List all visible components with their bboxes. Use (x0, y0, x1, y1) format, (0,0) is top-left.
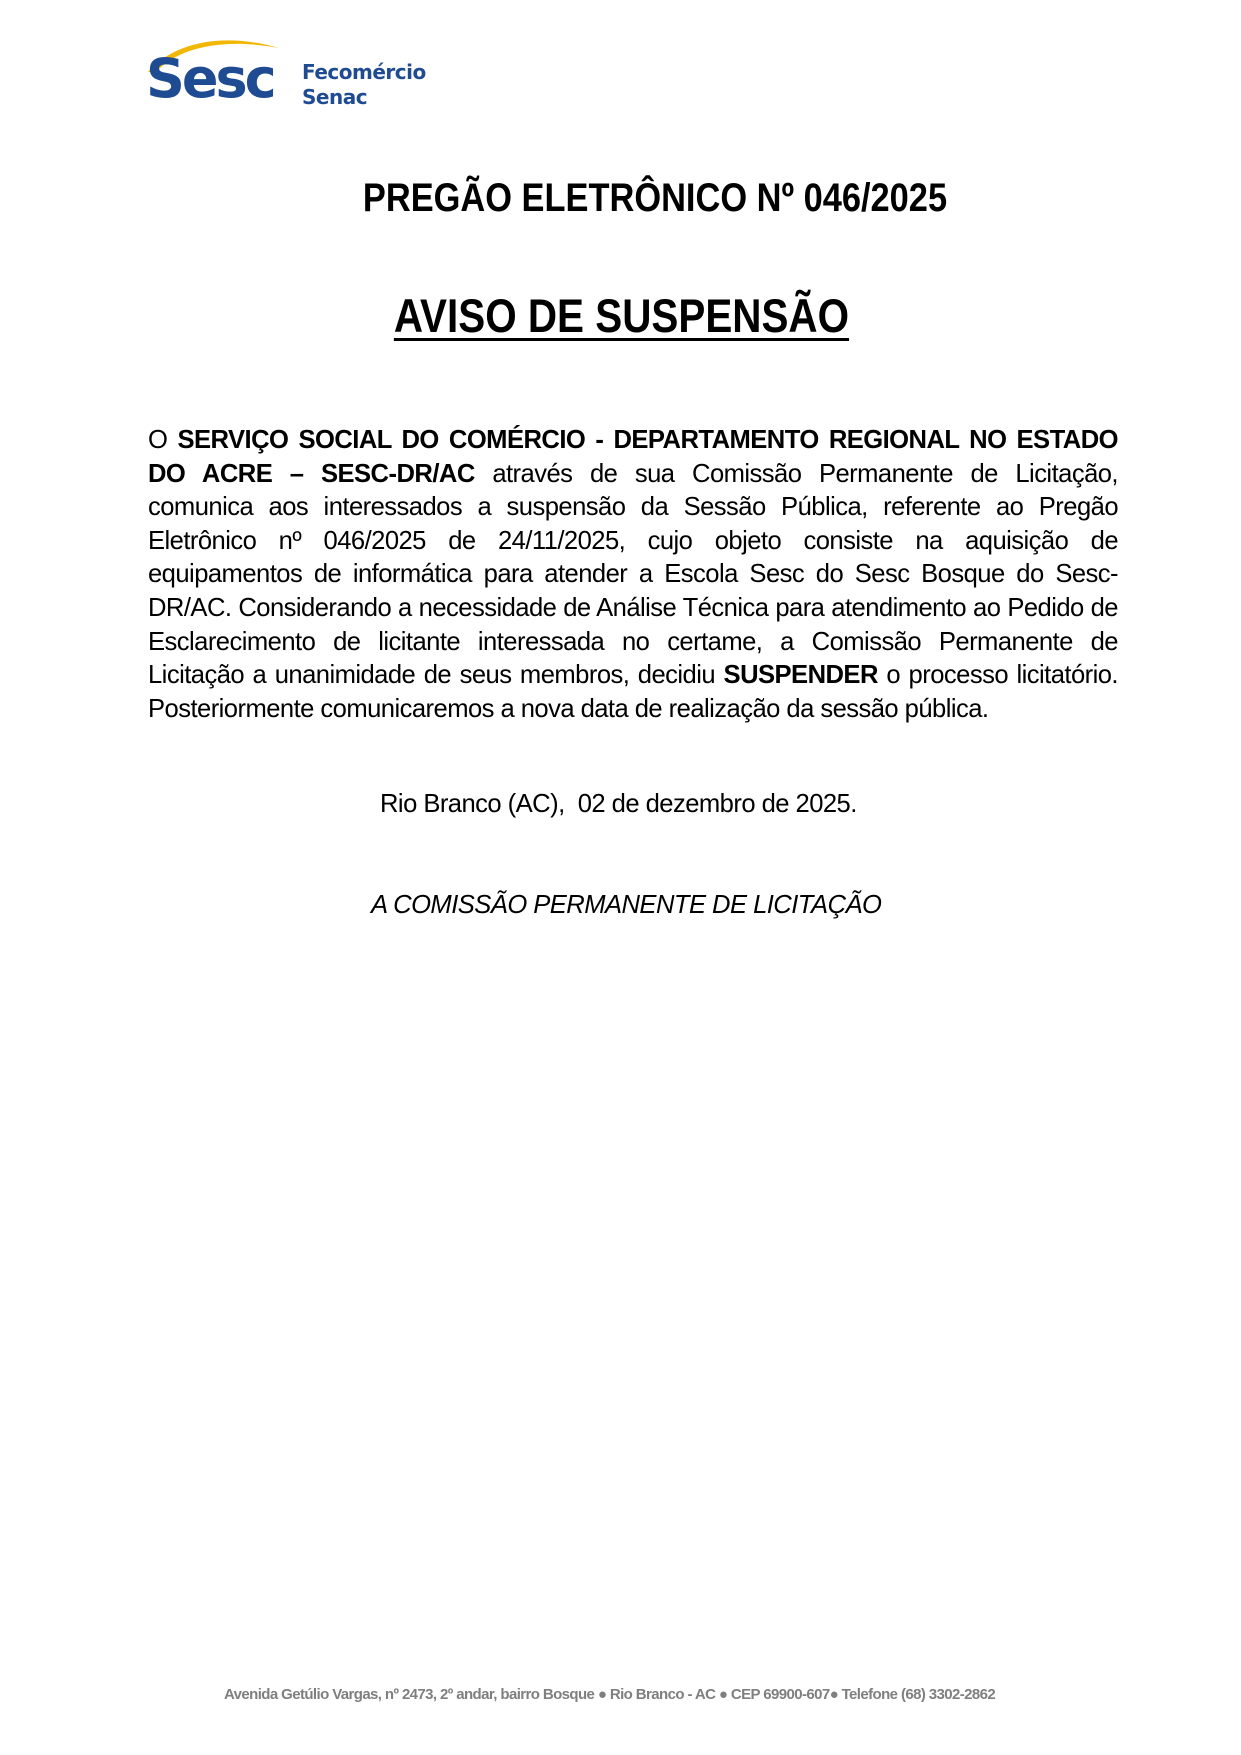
logo-wordmark (146, 47, 274, 110)
paragraph-text-intro: O (148, 426, 178, 454)
document-subtitle: AVISO DE SUSPENSÃO (393, 289, 850, 342)
logo-partner-fecomercio: Fecomércio (302, 60, 426, 84)
logo-partner-senac: Senac (302, 85, 368, 109)
document-title: PREGÃO ELETRÔNICO Nº 046/2025 (362, 176, 948, 220)
place-date: Rio Branco (AC), 02 de dezembro de 2025. (380, 790, 857, 818)
signature-committee: A COMISSÃO PERMANENTE DE LICITAÇÃO (371, 891, 882, 919)
footer-address: Avenida Getúlio Vargas, nº 2473, 2º andar, bairro Bosque ● Rio Branco - AC ● CEP 69900-607● Telefone (68) 3302-2862 (224, 1686, 996, 1703)
paragraph-text-main: através de sua Comissão Permanente de Licitação, comunica aos interessados a suspensão da Sessão Pública, referente ao Pregão Eletrônico nº 046/2025 de 24/11/2025, cujo objeto consiste na aquisição de equipamentos de informática para atender a Escola Sesc do Sesc Bosque do Sesc-DR/AC. Considerando a necessidade de Análise Técnica para atendimento ao Pedido de Esclarecimento de licitante interessada no certame, a Comissão Permanente de Licitação a unanimidade de seus membros, decidiu (148, 459, 1118, 690)
paragraph-text-end: o processo licitatório. Posteriormente comunicaremos a nova data de realização da sessão pública. (148, 661, 1118, 723)
logo-wordmark-text: Sesc (146, 47, 274, 110)
paragraph-institution-name: SERVIÇO SOCIAL DO COMÉRCIO - DEPARTAMENTO REGIONAL NO ESTADO DO ACRE – SESC-DR/AC (148, 426, 1118, 488)
paragraph-suspend-word: SUSPENDER (723, 661, 878, 690)
notice-paragraph (148, 424, 1118, 726)
sesc-logo (144, 34, 444, 114)
